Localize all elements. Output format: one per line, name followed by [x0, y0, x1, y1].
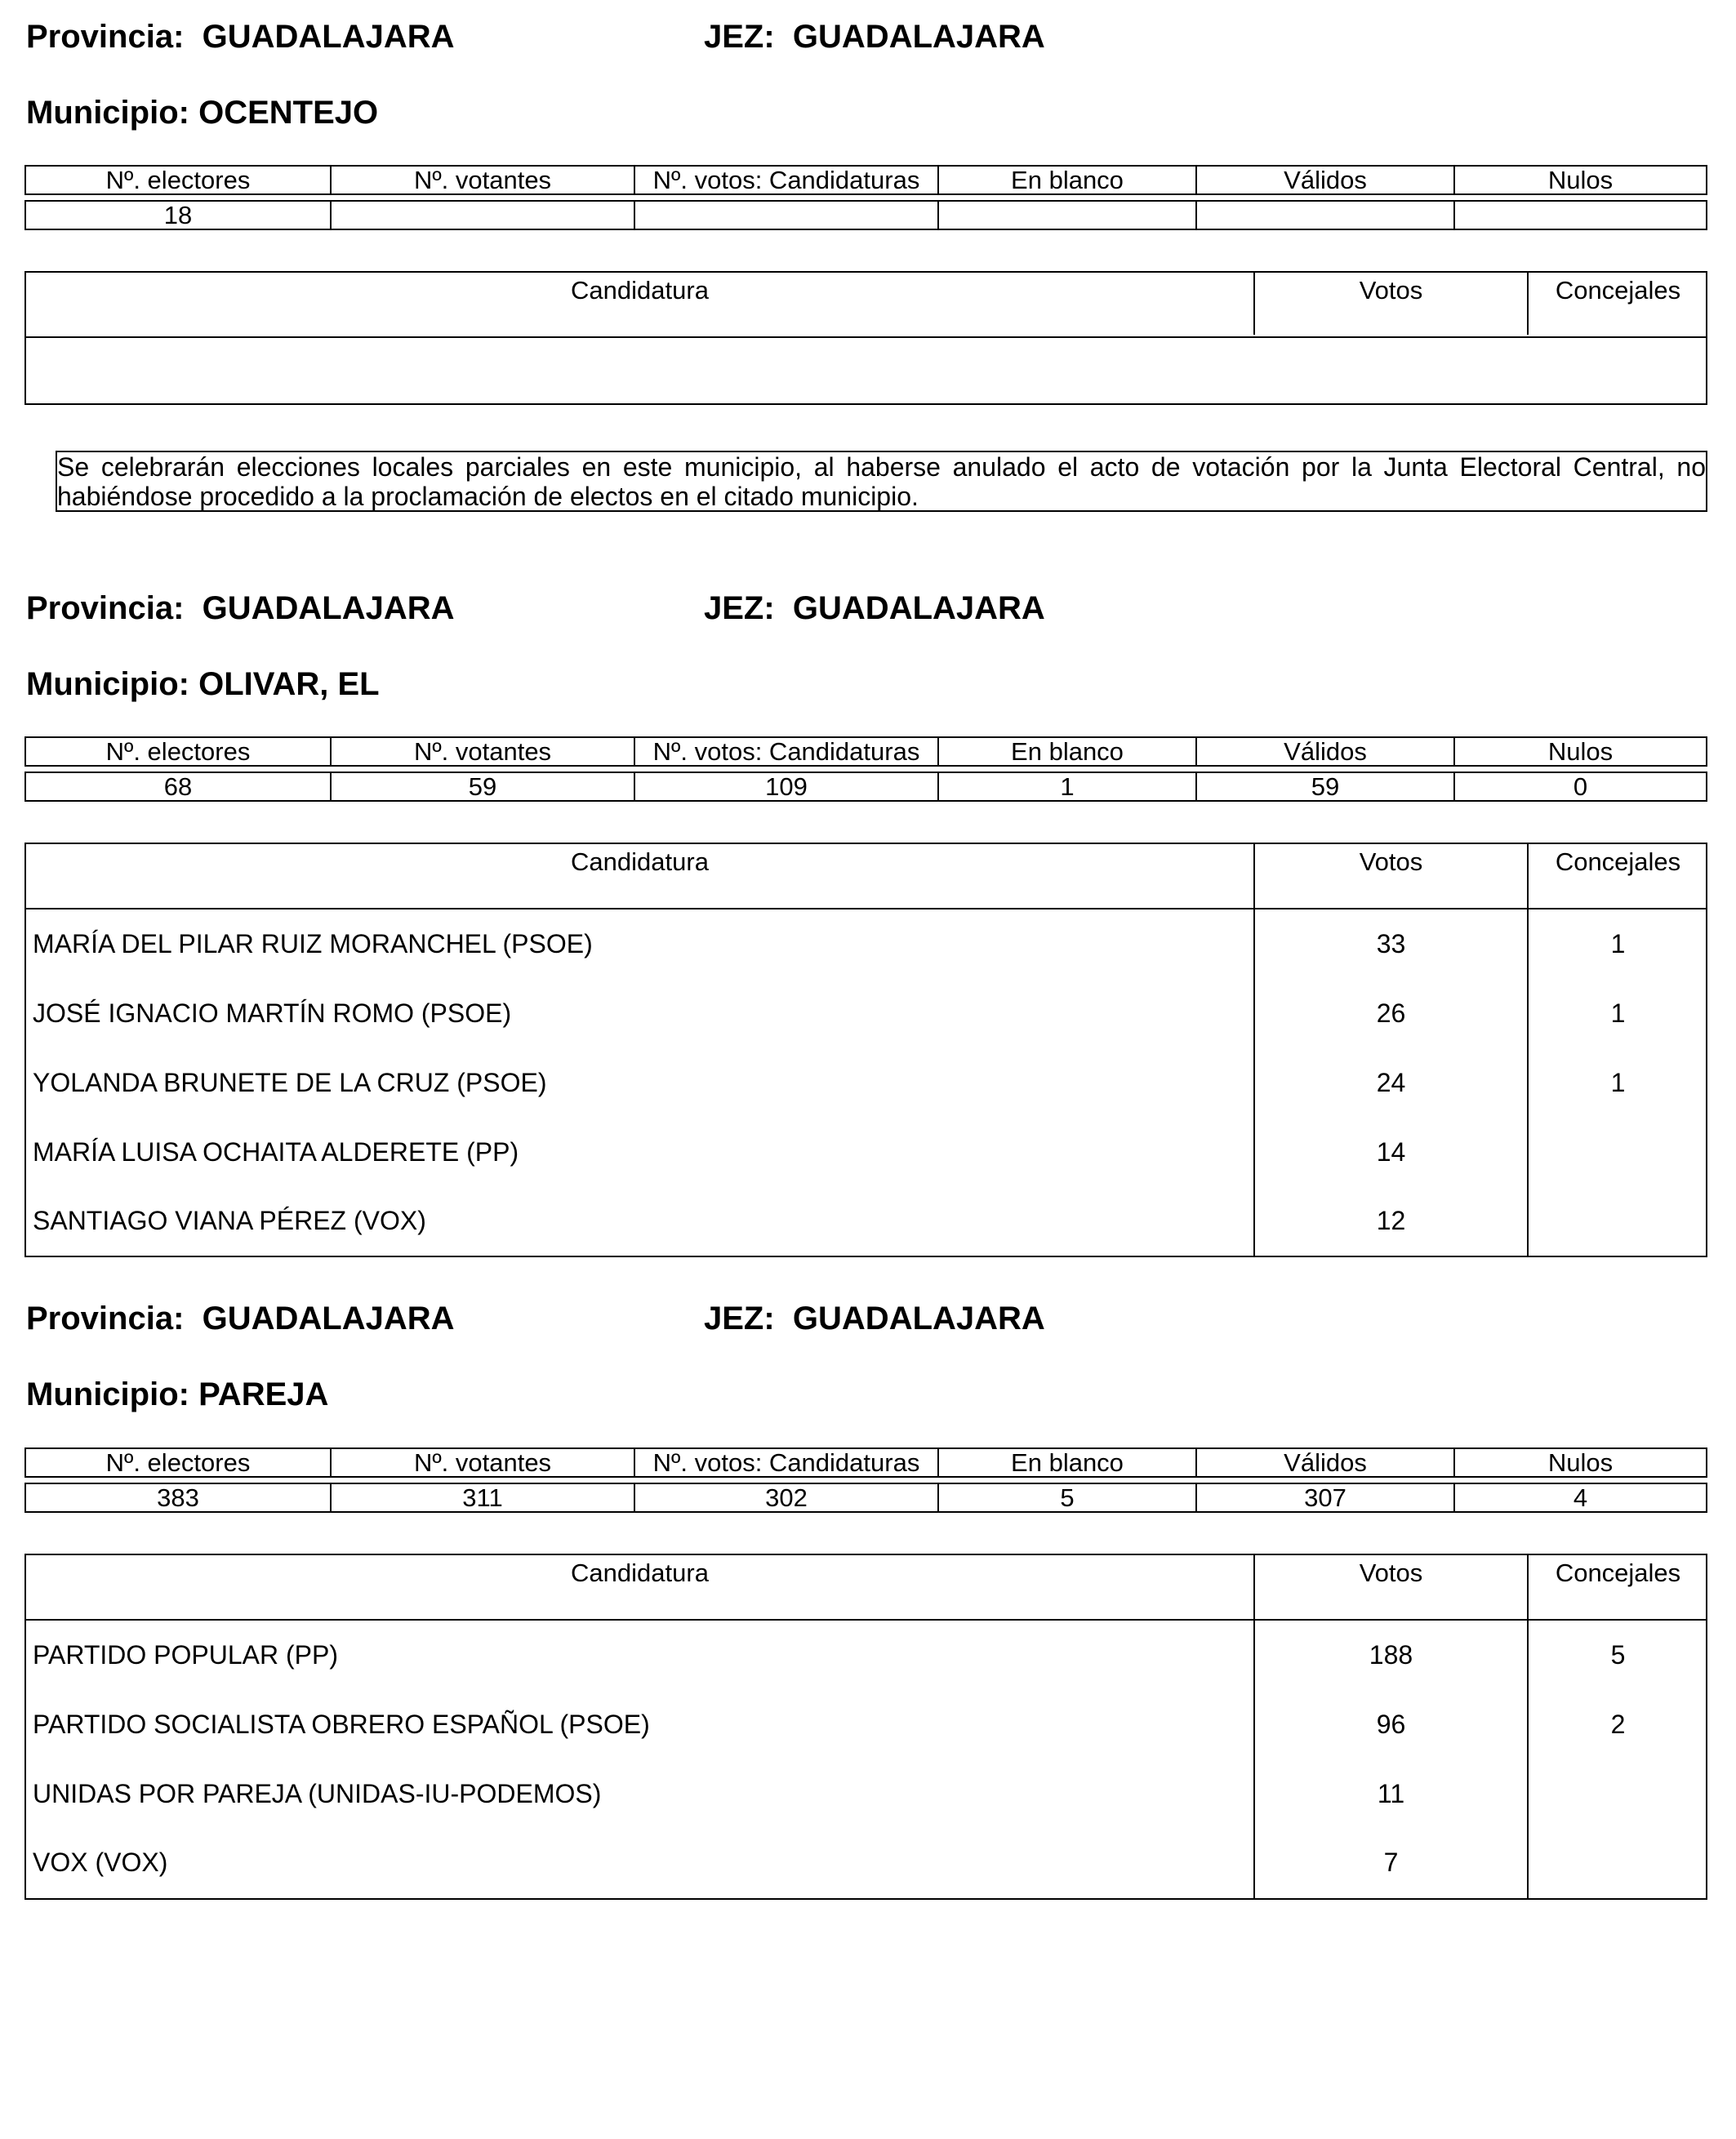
- candidate-votes: 14: [1376, 1137, 1406, 1167]
- municipio-note: Se celebrarán elecciones locales parciales en este municipio, al haberse anulado el acto de votación por la Junta Electoral Central, no habiéndose procedido a la proclamación de electos en el citado municipio.: [57, 452, 1706, 511]
- summary-header-row: [24, 736, 1707, 767]
- col-votos: Votos: [1359, 1559, 1423, 1587]
- provincia-value: GUADALAJARA: [202, 1301, 455, 1336]
- jez-label: JEZ:: [704, 590, 775, 626]
- candidate-votes: 7: [1383, 1848, 1399, 1877]
- summary-value-row: [24, 772, 1707, 802]
- candidate-row: [26, 1828, 1706, 1897]
- value-validos: 59: [1195, 773, 1453, 800]
- value-validos: [1195, 202, 1453, 229]
- value-votos-candidaturas: 302: [634, 1484, 937, 1511]
- value-nulos: [1453, 202, 1706, 229]
- candidate-votes: 26: [1376, 998, 1406, 1028]
- col-votos-candidaturas: Nº. votos: Candidaturas: [634, 1449, 937, 1476]
- candidate-name: SANTIAGO VIANA PÉREZ (VOX): [33, 1206, 426, 1235]
- candidate-concejales: 1: [1610, 929, 1626, 958]
- value-votos-candidaturas: [634, 202, 937, 229]
- value-votantes: 311: [330, 1484, 634, 1511]
- municipio-label: Municipio:: [26, 1376, 189, 1412]
- provincia-label: Provincia:: [26, 1301, 185, 1336]
- summary-value-row: [24, 200, 1707, 230]
- candidate-votes: 33: [1376, 929, 1406, 958]
- summary-header-row: [24, 1447, 1707, 1478]
- col-concejales: Concejales: [1555, 1559, 1681, 1587]
- col-validos: Válidos: [1195, 1449, 1453, 1476]
- candidate-row: [26, 1621, 1706, 1689]
- candidate-concejales: 1: [1610, 998, 1626, 1028]
- candidate-row: [26, 1690, 1706, 1759]
- candidates-table: [24, 271, 1707, 405]
- candidate-votes: 188: [1369, 1640, 1413, 1670]
- value-votantes: 59: [330, 773, 634, 800]
- jez-header: [704, 589, 1045, 627]
- municipio-value: OLIVAR, EL: [198, 666, 380, 702]
- candidate-name: VOX (VOX): [33, 1848, 168, 1877]
- col-votos-candidaturas: Nº. votos: Candidaturas: [634, 167, 937, 193]
- candidate-name: PARTIDO SOCIALISTA OBRERO ESPAÑOL (PSOE): [33, 1710, 650, 1739]
- municipio-header: [26, 94, 378, 131]
- candidate-votes: 24: [1376, 1068, 1406, 1097]
- jez-label: JEZ:: [704, 1301, 775, 1336]
- candidate-concejales: 1: [1610, 1068, 1626, 1097]
- col-electores: Nº. electores: [105, 167, 251, 193]
- candidate-concejales: 2: [1610, 1710, 1626, 1739]
- col-concejales: Concejales: [1555, 847, 1681, 876]
- candidate-votes: 96: [1376, 1710, 1406, 1739]
- col-en-blanco: En blanco: [937, 167, 1195, 193]
- candidates-table: [24, 1554, 1707, 1900]
- municipio-label: Municipio:: [26, 95, 189, 131]
- candidate-votes: 11: [1377, 1779, 1405, 1808]
- col-electores: Nº. electores: [105, 1449, 251, 1476]
- candidate-name: PARTIDO POPULAR (PP): [33, 1640, 338, 1670]
- col-votantes: Nº. votantes: [330, 738, 634, 765]
- provincia-value: GUADALAJARA: [202, 590, 455, 626]
- provincia-header: [26, 1300, 455, 1337]
- municipio-label: Municipio:: [26, 666, 189, 702]
- municipio-value: OCENTEJO: [198, 95, 379, 131]
- candidate-name: MARÍA LUISA OCHAITA ALDERETE (PP): [33, 1137, 519, 1167]
- col-validos: Válidos: [1195, 738, 1453, 765]
- candidate-name: MARÍA DEL PILAR RUIZ MORANCHEL (PSOE): [33, 929, 593, 958]
- candidate-row: [26, 1759, 1706, 1828]
- jez-header: [704, 18, 1045, 56]
- value-votos-candidaturas: 109: [634, 773, 937, 800]
- provincia-header: [26, 589, 455, 627]
- col-en-blanco: En blanco: [937, 1449, 1195, 1476]
- candidate-row: [26, 1118, 1706, 1186]
- municipio-header: [26, 665, 380, 703]
- candidate-row: [26, 979, 1706, 1047]
- candidate-name: UNIDAS POR PAREJA (UNIDAS-IU-PODEMOS): [33, 1779, 602, 1808]
- col-nulos: Nulos: [1453, 738, 1706, 765]
- summary-table: [24, 736, 1707, 803]
- value-electores: 18: [163, 202, 193, 229]
- jez-value: GUADALAJARA: [792, 590, 1045, 626]
- col-concejales: Concejales: [1555, 276, 1681, 305]
- provincia-value: GUADALAJARA: [202, 19, 455, 55]
- col-nulos: Nulos: [1453, 167, 1706, 193]
- provincia-label: Provincia:: [26, 19, 185, 55]
- summary-table: [24, 165, 1707, 232]
- col-votantes: Nº. votantes: [330, 167, 634, 193]
- col-votos: Votos: [1359, 847, 1423, 876]
- col-en-blanco: En blanco: [937, 738, 1195, 765]
- col-votantes: Nº. votantes: [330, 1449, 634, 1476]
- candidate-row: [26, 909, 1706, 978]
- summary-table: [24, 1447, 1707, 1514]
- value-electores: 68: [163, 773, 193, 800]
- candidate-votes: 12: [1376, 1206, 1406, 1235]
- value-validos: 307: [1195, 1484, 1453, 1511]
- col-nulos: Nulos: [1453, 1449, 1706, 1476]
- col-votos: Votos: [1359, 276, 1423, 305]
- municipio-header: [26, 1376, 328, 1413]
- value-nulos: 0: [1453, 773, 1706, 800]
- value-en-blanco: 1: [937, 773, 1195, 800]
- summary-header-row: [24, 165, 1707, 195]
- candidate-name: JOSÉ IGNACIO MARTÍN ROMO (PSOE): [33, 998, 512, 1028]
- candidate-concejales: 5: [1610, 1640, 1626, 1670]
- value-en-blanco: 5: [937, 1484, 1195, 1511]
- candidate-name: YOLANDA BRUNETE DE LA CRUZ (PSOE): [33, 1068, 547, 1097]
- col-candidatura: Candidatura: [571, 847, 709, 876]
- value-en-blanco: [937, 202, 1195, 229]
- value-nulos: 4: [1453, 1484, 1706, 1511]
- col-candidatura: Candidatura: [571, 1559, 709, 1587]
- summary-value-row: [24, 1483, 1707, 1513]
- provincia-label: Provincia:: [26, 590, 185, 626]
- jez-value: GUADALAJARA: [792, 1301, 1045, 1336]
- provincia-header: [26, 18, 455, 56]
- jez-value: GUADALAJARA: [792, 19, 1045, 55]
- candidate-row: [26, 1186, 1706, 1255]
- col-candidatura: Candidatura: [571, 276, 709, 305]
- jez-label: JEZ:: [704, 19, 775, 55]
- candidate-row: [26, 1048, 1706, 1117]
- jez-header: [704, 1300, 1045, 1337]
- value-electores: 383: [157, 1484, 199, 1511]
- value-votantes: [330, 202, 634, 229]
- municipio-value: PAREJA: [198, 1376, 329, 1412]
- col-votos-candidaturas: Nº. votos: Candidaturas: [634, 738, 937, 765]
- col-validos: Válidos: [1195, 167, 1453, 193]
- col-electores: Nº. electores: [105, 738, 251, 765]
- candidates-table: [24, 843, 1707, 1257]
